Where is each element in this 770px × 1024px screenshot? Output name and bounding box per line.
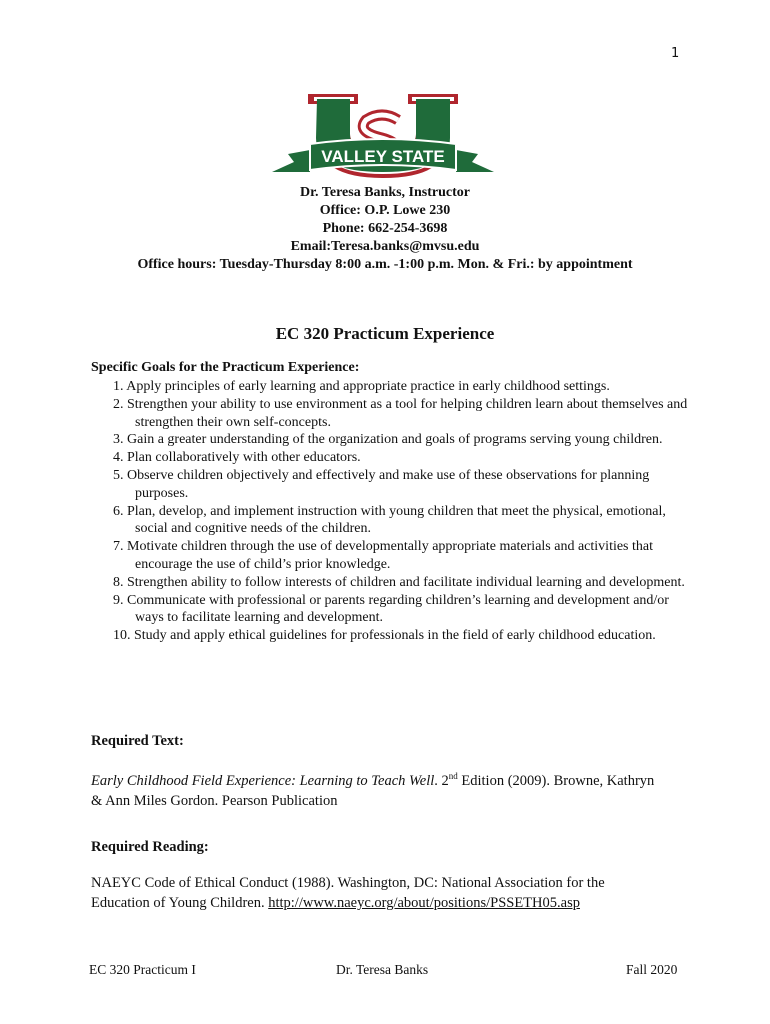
required-reading-citation: [91, 873, 691, 913]
office-line: Office: O.P. Lowe 230: [319, 203, 451, 218]
naeyc-link[interactable]: http://www.naeyc.org/about/positions/PSSETH05.asp: [268, 895, 580, 911]
goal-item: 1. Apply principles of early learning and appropriate practice in early childhood settings.: [113, 379, 610, 394]
goal-item: 8. Strengthen ability to follow interests of children and facilitate individual learning and development.: [113, 574, 685, 590]
reading-line-2: Education of Young Children.: [91, 895, 269, 911]
reading-line-1: NAEYC Code of Ethical Conduct (1988). Washington, DC: National Association for the: [91, 875, 605, 891]
footer-term: Fall 2020: [626, 962, 678, 977]
edition-number: . 2: [434, 772, 449, 789]
footer-course: EC 320 Practicum I: [89, 962, 196, 977]
book-title: Early Childhood Field Experience: Learning to Teach Well: [91, 772, 435, 789]
required-text-heading: Required Text:: [91, 733, 184, 749]
contact-block: [0, 184, 770, 274]
footer-instructor: Dr. Teresa Banks: [336, 962, 429, 977]
goal-item: 5. Observe children objectively and effectively and make use of these observations for planning purposes.: [113, 467, 650, 501]
goal-item: 7. Motivate children through the use of developmentally appropriate materials and activities that encourage the use of child’s prior knowledge.: [113, 539, 653, 572]
goal-item: 4. Plan collaboratively with other educators.: [113, 450, 361, 466]
goal-item: 3. Gain a greater understanding of the organization and goals of programs serving young children.: [113, 432, 663, 448]
goals-heading: Specific Goals for the Practicum Experience:: [91, 360, 360, 375]
required-text-citation: [91, 766, 691, 811]
goal-item: 6. Plan, develop, and implement instruction with young children that meet the physical, emotional, social and cognitive needs of the children.: [113, 503, 666, 537]
citation-rest: Edition (2009). Browne, Kathryn: [457, 772, 655, 789]
goal-item: 2. Strengthen your ability to use environment as a tool for helping children learn about themselves and strengthen their own self-concepts.: [113, 396, 688, 430]
valley-state-logo: [270, 92, 496, 184]
goals-list: [113, 378, 693, 645]
phone-line: Phone: 662-254-3698: [322, 221, 448, 236]
course-title: EC 320 Practicum Experience: [275, 324, 495, 343]
goal-item: 10. Study and apply ethical guidelines for professionals in the field of early childhood education.: [113, 628, 656, 644]
goal-item: 9. Communicate with professional or parents regarding children’s learning and development and/or ways to facilitate learning and development.: [113, 592, 669, 626]
citation-authors: & Ann Miles Gordon. Pearson Publication: [91, 792, 338, 809]
page-number: 1: [671, 46, 680, 61]
edition-suffix: nd: [448, 771, 458, 781]
instructor-line: Dr. Teresa Banks, Instructor: [300, 185, 470, 200]
logo-text: VALLEY STATE: [321, 147, 445, 166]
email-line[interactable]: Email:Teresa.banks@mvsu.edu: [290, 239, 480, 254]
office-hours-line: Office hours: Tuesday-Thursday 8:00 a.m. -1:00 p.m. Mon. & Fri.: by appointment: [137, 257, 633, 272]
required-reading-heading: Required Reading:: [91, 839, 209, 855]
